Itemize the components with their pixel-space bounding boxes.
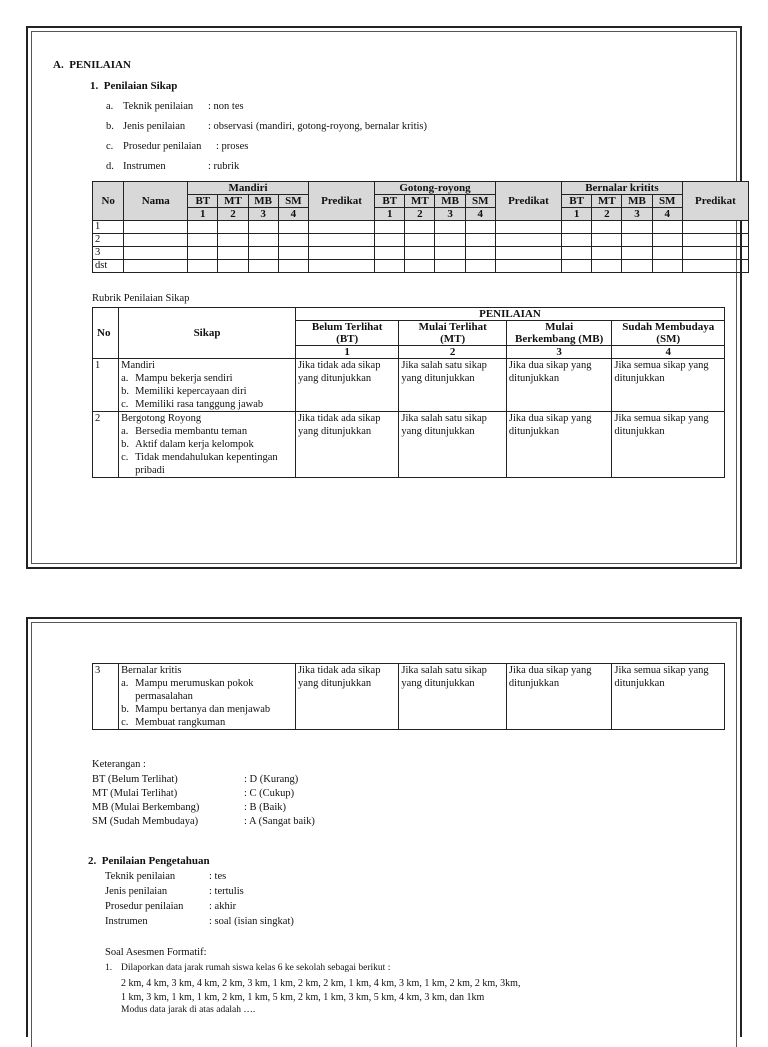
- rubric-description: Jika semua sikap yang ditunjukkan: [612, 664, 725, 730]
- level-name: Sudah Membudaya: [622, 321, 715, 333]
- header-row: [93, 308, 725, 321]
- level-name: Mulai Terlihat: [418, 321, 487, 333]
- score-cell: [188, 234, 218, 247]
- score-cell: [592, 260, 622, 273]
- info-key: Instrumen: [105, 916, 148, 927]
- level-code: (MT): [440, 333, 466, 345]
- score-cell: [465, 234, 495, 247]
- score-cell: [562, 234, 592, 247]
- info-value: : rubrik: [208, 161, 240, 172]
- col-sikap: Sikap: [119, 308, 296, 359]
- indicator-text: Mampu bekerja sendiri: [135, 373, 233, 384]
- row-number: dst: [93, 260, 124, 273]
- legend-key: MB (Mulai Berkembang): [92, 802, 200, 813]
- score-cell: [248, 221, 278, 234]
- sikap-cell: [119, 664, 296, 730]
- sikap-indicators: [121, 372, 293, 411]
- sub-number: 1: [562, 208, 592, 221]
- table-row: [93, 359, 725, 412]
- indicator-marker: b.: [121, 439, 129, 450]
- score-cell: [218, 260, 248, 273]
- level-header: [612, 321, 725, 346]
- list-item: [121, 451, 293, 477]
- score-cell: [375, 247, 405, 260]
- score-cell: [682, 260, 748, 273]
- score-cell: [622, 260, 652, 273]
- rubric-description: Jika dua sikap yang ditunjukkan: [506, 412, 612, 478]
- list-item: [121, 425, 293, 438]
- score-cell: [592, 221, 622, 234]
- rubric-description: Jika semua sikap yang ditunjukkan: [612, 359, 725, 412]
- rubric-description: Jika salah satu sikap yang ditunjukkan: [399, 359, 507, 412]
- score-cell: [682, 234, 748, 247]
- row-number: 2: [93, 412, 119, 478]
- score-cell: [405, 221, 435, 234]
- score-cell: [278, 247, 308, 260]
- col-predikat: Predikat: [308, 182, 374, 221]
- score-cell: [124, 234, 188, 247]
- col-predikat: Predikat: [495, 182, 561, 221]
- sikap-title: Bernalar kritis: [121, 665, 182, 676]
- rubric-description: Jika tidak ada sikap yang ditunjukkan: [295, 359, 398, 412]
- rubrik-caption: Rubrik Penilaian Sikap: [92, 293, 190, 304]
- indicator-text: Tidak mendahulukan kepentingan pribadi: [135, 452, 278, 476]
- score-cell: [592, 247, 622, 260]
- sub-number: 2: [218, 208, 248, 221]
- rubric-description: Jika salah satu sikap yang ditunjukkan: [399, 412, 507, 478]
- info-key: Jenis penilaian: [123, 121, 186, 132]
- level-name: Belum Terlihat: [311, 321, 383, 333]
- level-number: 4: [612, 346, 725, 359]
- sub-number: 4: [465, 208, 495, 221]
- info-key: Prosedur penilaian: [123, 141, 202, 152]
- list-item: [121, 716, 293, 729]
- indicator-text: Memiliki rasa tanggung jawab: [135, 399, 264, 410]
- info-value: : tertulis: [209, 886, 244, 897]
- sikap-indicators: [121, 677, 293, 729]
- score-cell: [435, 260, 465, 273]
- group-header: Mandiri: [188, 182, 309, 195]
- sub-number: 3: [435, 208, 465, 221]
- list-item: [121, 703, 293, 716]
- sub-number: 2: [592, 208, 622, 221]
- score-cell: [218, 234, 248, 247]
- rubric-description: Jika dua sikap yang ditunjukkan: [506, 664, 612, 730]
- col-predikat: Predikat: [682, 182, 748, 221]
- sub-header: MT: [405, 195, 435, 208]
- level-header: [295, 321, 398, 346]
- keterangan-title: Keterangan :: [92, 759, 146, 770]
- score-cell: [124, 260, 188, 273]
- score-cell: [652, 247, 682, 260]
- score-cell: [308, 247, 374, 260]
- score-cell: [308, 234, 374, 247]
- indicator-marker: a.: [121, 373, 129, 384]
- score-cell: [218, 247, 248, 260]
- info-value: : akhir: [209, 901, 237, 912]
- sub-number: 1: [375, 208, 405, 221]
- score-cell: [188, 221, 218, 234]
- header-row: [93, 182, 749, 195]
- indicator-marker: a.: [121, 678, 129, 689]
- level-code: (SM): [656, 333, 681, 345]
- sub-number: 3: [622, 208, 652, 221]
- score-cell: [405, 260, 435, 273]
- score-cell: [278, 234, 308, 247]
- table-row: [93, 221, 749, 234]
- indicator-marker: b.: [121, 704, 129, 715]
- info-key: Prosedur penilaian: [105, 901, 184, 912]
- section-heading: A. PENILAIAN: [53, 59, 131, 71]
- sub-header: BT: [188, 195, 218, 208]
- sub-number: 2: [405, 208, 435, 221]
- question-number: 1.: [105, 963, 113, 973]
- level-number: 1: [295, 346, 398, 359]
- soal-title: Soal Asesmen Formatif:: [105, 947, 207, 958]
- row-number: 1: [93, 359, 119, 412]
- sub-header: MT: [218, 195, 248, 208]
- rubric-description: Jika dua sikap yang ditunjukkan: [506, 359, 612, 412]
- row-number: 3: [93, 664, 119, 730]
- score-cell: [375, 221, 405, 234]
- rubric-description: Jika tidak ada sikap yang ditunjukkan: [295, 664, 398, 730]
- level-number: 2: [399, 346, 507, 359]
- table-row: [93, 664, 725, 730]
- info-marker: c.: [106, 141, 114, 152]
- score-cell: [562, 221, 592, 234]
- level-code: Berkembang (MB): [515, 333, 604, 345]
- score-cell: [375, 234, 405, 247]
- sub-header: MB: [435, 195, 465, 208]
- score-cell: [495, 234, 561, 247]
- col-nama: Nama: [124, 182, 188, 221]
- score-cell: [248, 260, 278, 273]
- table-row: [93, 260, 749, 273]
- col-no: No: [93, 308, 119, 359]
- sub-header: SM: [465, 195, 495, 208]
- indicator-text: Mampu merumuskan pokok permasalahan: [135, 678, 254, 702]
- subheader-row: [93, 195, 749, 208]
- table-row: [93, 234, 749, 247]
- indicator-marker: c.: [121, 452, 129, 463]
- question-data-line-1: 2 km, 4 km, 3 km, 4 km, 2 km, 3 km, 1 km, 2 km, 2 km, 1 km, 4 km, 3 km, 1 km, 2 km, 2 km, 3km,: [121, 978, 521, 989]
- score-cell: [682, 247, 748, 260]
- sikap-cell: [119, 412, 296, 478]
- info-marker: d.: [106, 161, 114, 172]
- table-row: [93, 412, 725, 478]
- row-number: 3: [93, 247, 124, 260]
- indicator-text: Aktif dalam kerja kelompok: [135, 439, 254, 450]
- score-cell: [278, 260, 308, 273]
- row-number: 1: [93, 221, 124, 234]
- sikap-title: Bergotong Royong: [121, 413, 202, 424]
- score-cell: [622, 221, 652, 234]
- rubric-description: Jika semua sikap yang ditunjukkan: [612, 412, 725, 478]
- score-cell: [435, 234, 465, 247]
- score-cell: [308, 221, 374, 234]
- list-item: [121, 372, 293, 385]
- info-value: : soal (isian singkat): [209, 916, 294, 927]
- question-intro: Dilaporkan data jarak rumah siswa kelas 6 ke sekolah sebagai berikut :: [121, 963, 391, 973]
- score-cell: [218, 221, 248, 234]
- indicator-text: Bersedia membantu teman: [135, 426, 248, 437]
- pengetahuan-heading: 2. Penilaian Pengetahuan: [88, 855, 210, 867]
- score-cell: [465, 221, 495, 234]
- sub-header: SM: [652, 195, 682, 208]
- score-cell: [562, 247, 592, 260]
- sub-number: 1: [188, 208, 218, 221]
- score-cell: [405, 247, 435, 260]
- score-cell: [278, 221, 308, 234]
- info-value: : tes: [209, 871, 227, 882]
- score-cell: [435, 247, 465, 260]
- score-cell: [562, 260, 592, 273]
- score-cell: [405, 234, 435, 247]
- score-cell: [592, 234, 622, 247]
- legend-key: SM (Sudah Membudaya): [92, 816, 199, 827]
- score-cell: [495, 247, 561, 260]
- list-item: [121, 385, 293, 398]
- score-cell: [188, 247, 218, 260]
- legend-key: MT (Mulai Terlihat): [92, 788, 178, 799]
- info-key: Teknik penilaian: [105, 871, 176, 882]
- sub-number: 3: [248, 208, 278, 221]
- indicator-marker: b.: [121, 386, 129, 397]
- sub-header: MB: [622, 195, 652, 208]
- sikap-title: Mandiri: [121, 360, 155, 371]
- score-cell: [652, 221, 682, 234]
- score-cell: [248, 234, 278, 247]
- indicator-marker: c.: [121, 399, 129, 410]
- rubrik-table: [92, 307, 725, 478]
- info-key: Jenis penilaian: [105, 886, 168, 897]
- sub-header: BT: [375, 195, 405, 208]
- list-item: [121, 438, 293, 451]
- score-cell: [622, 247, 652, 260]
- info-value: : non tes: [208, 101, 244, 112]
- sub-number: 4: [652, 208, 682, 221]
- info-value: : proses: [216, 141, 249, 152]
- sub-header: BT: [562, 195, 592, 208]
- score-cell: [465, 247, 495, 260]
- sikap-indicators: [121, 425, 293, 477]
- level-name: Mulai: [545, 321, 574, 333]
- question-data-line-2: 1 km, 3 km, 1 km, 1 km, 2 km, 1 km, 5 km, 2 km, 1 km, 3 km, 5 km, 4 km, 3 km, dan 1km: [121, 992, 485, 1003]
- indicator-marker: c.: [121, 717, 129, 728]
- level-header: [399, 321, 507, 346]
- score-cell: [248, 247, 278, 260]
- score-cell: [435, 221, 465, 234]
- legend-key: BT (Belum Terlihat): [92, 774, 178, 785]
- rubric-description: Jika tidak ada sikap yang ditunjukkan: [295, 412, 398, 478]
- sikap-cell: [119, 359, 296, 412]
- info-key: Teknik penilaian: [123, 101, 194, 112]
- rubrik-table-continued: [92, 663, 725, 730]
- level-number: 3: [506, 346, 612, 359]
- sub-number: 4: [278, 208, 308, 221]
- score-cell: [465, 260, 495, 273]
- indicator-text: Membuat rangkuman: [135, 717, 226, 728]
- list-item: [121, 677, 293, 703]
- number-row: [93, 208, 749, 221]
- legend-value: : A (Sangat baik): [244, 816, 315, 827]
- sub-header: MT: [592, 195, 622, 208]
- row-number: 2: [93, 234, 124, 247]
- info-marker: a.: [106, 101, 114, 112]
- indicator-marker: a.: [121, 426, 129, 437]
- sub-header: MB: [248, 195, 278, 208]
- score-cell: [188, 260, 218, 273]
- info-marker: b.: [106, 121, 114, 132]
- legend-value: : B (Baik): [244, 802, 286, 813]
- question-prompt: Modus data jarak di atas adalah ….: [121, 1005, 256, 1015]
- group-header: Gotong-royong: [375, 182, 496, 195]
- score-cell: [124, 221, 188, 234]
- level-code: (BT): [336, 333, 359, 345]
- col-no: No: [93, 182, 124, 221]
- table-row: [93, 247, 749, 260]
- legend-value: : D (Kurang): [244, 774, 299, 785]
- level-header: [506, 321, 612, 346]
- sub-header: SM: [278, 195, 308, 208]
- rubric-description: Jika salah satu sikap yang ditunjukkan: [399, 664, 507, 730]
- score-cell: [495, 221, 561, 234]
- indicator-text: Memiliki kepercayaan diri: [135, 386, 247, 397]
- score-cell: [652, 234, 682, 247]
- info-key: Instrumen: [123, 161, 166, 172]
- indicator-text: Mampu bertanya dan menjawab: [135, 704, 271, 715]
- sikap-score-table: [92, 181, 749, 273]
- score-cell: [622, 234, 652, 247]
- list-item: [121, 398, 293, 411]
- info-value: : observasi (mandiri, gotong-royong, bernalar kritis): [208, 121, 427, 132]
- score-cell: [124, 247, 188, 260]
- sikap-heading: 1. Penilaian Sikap: [90, 80, 178, 92]
- score-cell: [375, 260, 405, 273]
- score-cell: [495, 260, 561, 273]
- group-header: Bernalar kritits: [562, 182, 683, 195]
- legend-value: : C (Cukup): [244, 788, 295, 799]
- score-cell: [308, 260, 374, 273]
- score-cell: [652, 260, 682, 273]
- score-cell: [682, 221, 748, 234]
- penilaian-header: PENILAIAN: [295, 308, 724, 321]
